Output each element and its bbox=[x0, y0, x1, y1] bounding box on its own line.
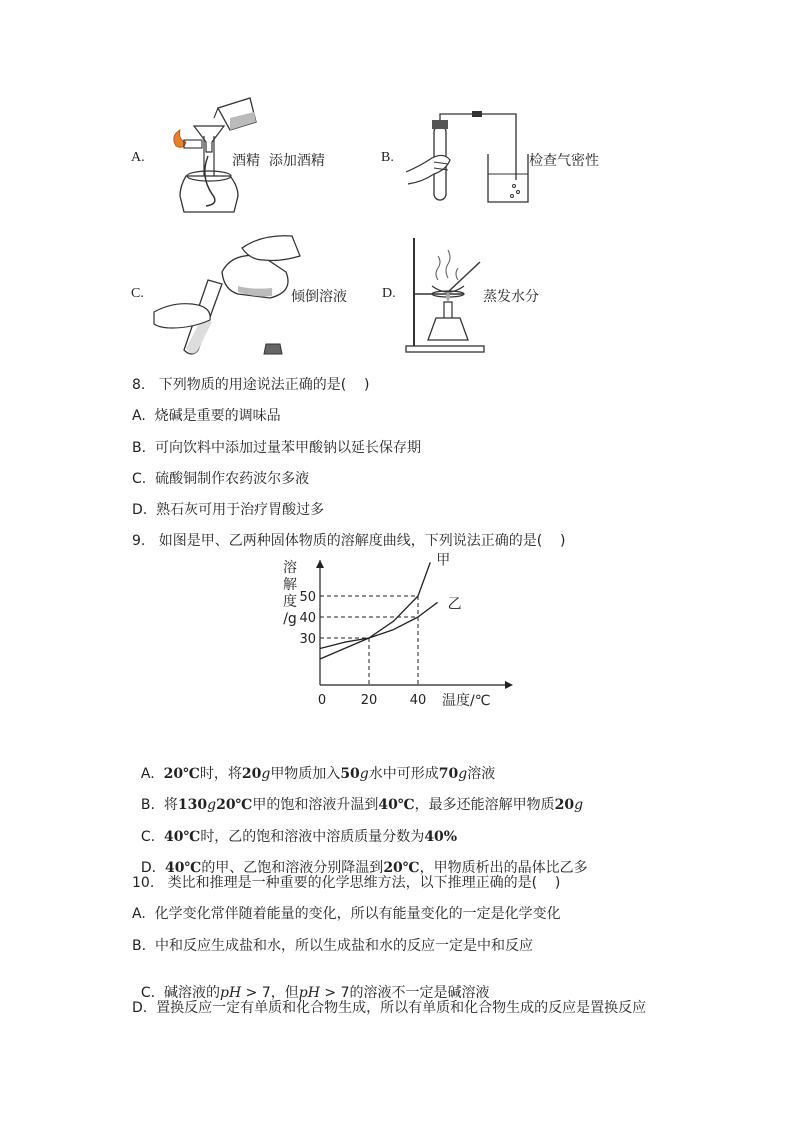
q9-a-t11: 溶液 bbox=[467, 766, 496, 782]
q9-b-t6: ，最多还能溶解甲物质 bbox=[414, 797, 555, 813]
q10-stem: 10. 类比和推理是一种重要的化学思维方法，以下推理正确的是( ) bbox=[132, 875, 561, 891]
option-letter-d: D. bbox=[382, 286, 396, 301]
x-axis-label: 温度/℃ bbox=[442, 693, 491, 709]
q9-a-t6: 50 bbox=[340, 766, 360, 782]
q9-b-t1: 130 bbox=[177, 797, 208, 813]
q10-option-b: B. 中和反应生成盐和水，所以生成盐和水的反应一定是中和反应 bbox=[132, 938, 533, 954]
y-axis-label-0: 溶 bbox=[283, 560, 297, 576]
q9-c-t1: 40℃ bbox=[164, 829, 201, 845]
y-axis-arrow bbox=[316, 560, 324, 568]
q9-option-b bbox=[132, 778, 583, 814]
evaporation-illustration bbox=[404, 236, 488, 354]
series-label-0: 甲 bbox=[436, 552, 451, 569]
q10-c-t2: > 7，但 bbox=[241, 985, 299, 1001]
q10-c-t5: 的溶液不一定是碱溶液 bbox=[349, 985, 490, 1001]
q9-a-t3: 20 bbox=[241, 766, 262, 782]
q9-a-t0: A. bbox=[140, 766, 164, 782]
q10-c-t0: C. 碱溶液的 bbox=[140, 985, 221, 1001]
q9-a-t5: 甲物质加入 bbox=[270, 766, 341, 782]
q9-b-t5: 40℃ bbox=[378, 797, 415, 813]
q10-c-t1: pH bbox=[220, 985, 242, 1001]
y-tick-label-1: 40 bbox=[299, 611, 316, 626]
option-a-caption: 酒精 添加酒精 bbox=[232, 153, 325, 169]
q8-option-b: B. 可向饮料中添加过量苯甲酸钠以延长保存期 bbox=[132, 440, 421, 456]
q10-option-d: D. 置换反应一定有单质和化合物生成，所以有单质和化合物生成的反应是置换反应 bbox=[132, 1000, 647, 1016]
q9-a-t4: g bbox=[261, 766, 271, 782]
option-letter-b: B. bbox=[381, 150, 394, 165]
q8-option-d: D. 熟石灰可用于治疗胃酸过多 bbox=[132, 502, 325, 518]
q9-c-t2: 时，乙的饱和溶液中溶质质量分数为 bbox=[200, 829, 425, 845]
q9-c-t0: C. bbox=[140, 829, 165, 845]
y-tick-label-0: 30 bbox=[299, 632, 316, 647]
y-axis-label-1: 解 bbox=[283, 577, 297, 593]
q8-option-a: A. 烧碱是重要的调味品 bbox=[132, 408, 281, 424]
option-b-caption: 检查气密性 bbox=[529, 153, 599, 169]
q9-d-t2: 的甲、乙饱和溶液分别降温到 bbox=[201, 860, 384, 876]
x-tick-label-2: 40 bbox=[409, 693, 427, 708]
q10-c-t3: pH bbox=[298, 985, 320, 1001]
q9-b-t2: g bbox=[207, 797, 217, 813]
q9-b-t4: 甲的饱和溶液升温到 bbox=[252, 797, 379, 813]
q9-d-t0: D. bbox=[140, 860, 166, 876]
pour-solution-illustration bbox=[152, 232, 302, 358]
q9-a-t9: 70 bbox=[438, 766, 459, 782]
q9-stem: 9. 如图是甲、乙两种固体物质的溶解度曲线，下列说法正确的是( ) bbox=[132, 533, 566, 549]
airtightness-check-illustration bbox=[404, 110, 534, 206]
q9-a-t1: 20℃ bbox=[163, 766, 200, 782]
q9-a-t8: 水中可形成 bbox=[368, 766, 439, 782]
x-tick-label-1: 20 bbox=[360, 693, 378, 708]
q9-a-t2: 时，将 bbox=[199, 766, 242, 782]
y-axis-label-2: 度 bbox=[283, 594, 297, 610]
q9-c-t3: 40% bbox=[424, 829, 458, 845]
q8-stem: 8. 下列物质的用途说法正确的是( ) bbox=[132, 377, 370, 393]
q8-option-c: C. 硫酸铜制作农药波尔多液 bbox=[132, 471, 310, 487]
q9-d-t3: 20℃ bbox=[383, 860, 420, 876]
q9-b-t8: g bbox=[574, 797, 584, 813]
y-tick-label-2: 50 bbox=[299, 590, 316, 605]
q9-a-t10: g bbox=[458, 766, 468, 782]
option-d-caption: 蒸发水分 bbox=[483, 289, 539, 305]
series-line-1 bbox=[320, 602, 438, 648]
q9-d-t1: 40℃ bbox=[165, 860, 202, 876]
q9-b-t0: B. 将 bbox=[140, 797, 178, 813]
option-c-caption: 倾倒溶液 bbox=[291, 289, 347, 305]
q10-c-t4: > 7 bbox=[319, 985, 350, 1001]
q9-d-t4: ，甲物质析出的晶体比乙多 bbox=[419, 860, 588, 876]
y-axis-label-3: /g bbox=[283, 611, 297, 627]
q9-a-t7: g bbox=[359, 766, 369, 782]
q10-option-a: A. 化学变化常伴随着能量的变化，所以有能量变化的一定是化学变化 bbox=[132, 906, 561, 922]
option-letter-c: C. bbox=[131, 286, 144, 301]
x-axis-arrow bbox=[505, 681, 513, 689]
series-label-1: 乙 bbox=[447, 596, 462, 613]
q9-b-t7: 20 bbox=[554, 797, 575, 813]
q9-b-t3: 20℃ bbox=[216, 797, 253, 813]
x-tick-label-0: 0 bbox=[317, 693, 327, 708]
solubility-curve-chart bbox=[270, 552, 530, 712]
option-letter-a: A. bbox=[131, 150, 145, 165]
